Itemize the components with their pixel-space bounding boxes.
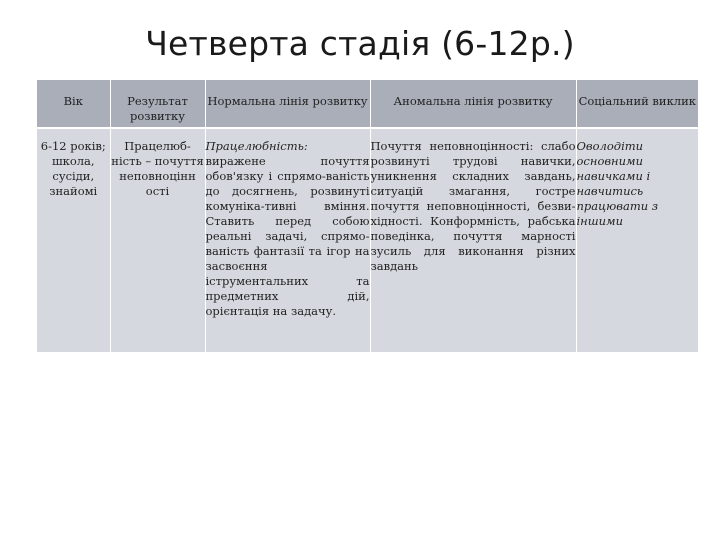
header-result: Результат розвитку <box>110 80 205 128</box>
cell-social-challenge: Оволодіти основними навичками і навчитись працювати з іншими <box>576 128 698 352</box>
header-age: Вік <box>37 80 110 128</box>
header-abnormal-line: Аномальна лінія розвитку <box>370 80 576 128</box>
development-stage-table <box>37 80 698 352</box>
header-social-challenge: Соціальний виклик <box>578 94 696 108</box>
slide-title: Четверта стадія (6-12р.) <box>145 24 575 63</box>
table-row <box>37 128 698 352</box>
table-header-row <box>37 80 698 128</box>
normal-line-text: виражене почуття обов'язку і спрямо-ваність до досягнень, розвинуті комуніка-тивні вміння. Ставить перед собою реальні задачі, спрямо-ваність фантазії та ігор на засвоєння іструментальних та предметних дій, орієнтація на задачу. <box>205 154 370 318</box>
cell-result: Працелюб-ність – почуття неповноцінн ості <box>110 128 205 352</box>
header-normal-line: Нормальна лінія розвитку <box>205 80 370 128</box>
cell-age: 6-12 років; школа, сусіди, знайомі <box>37 128 110 352</box>
normal-line-lead: Працелюбність: <box>205 139 308 153</box>
cell-abnormal-line: Почуття неповноцінності: слабо розвинуті трудові навички, уникнення складних завдань, ситуацій змагання, гостре почуття неповноцінності, безви-хідності. Конформність, рабська поведінка, почуття марності зусиль для виконання різних завдань <box>370 128 576 352</box>
cell-normal-line <box>205 128 370 352</box>
